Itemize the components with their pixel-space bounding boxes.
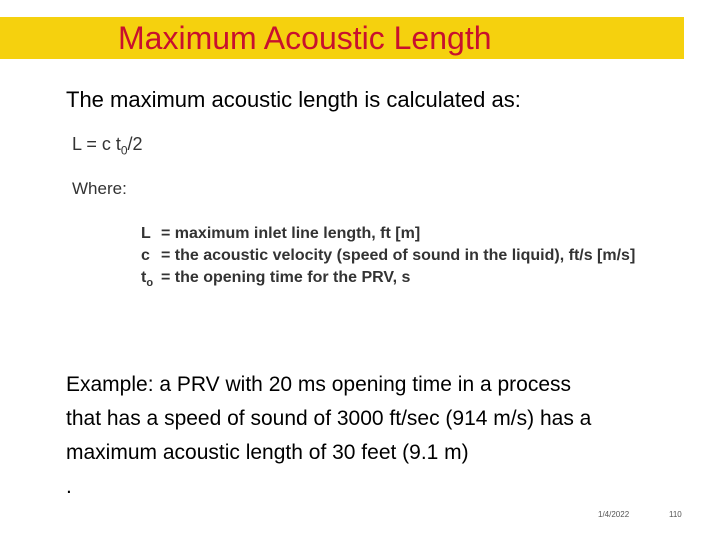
definition-symbol: $t_o$ (141, 269, 154, 290)
example-line: that has a speed of sound of 3000 ft/sec (914 m/s) has a (66, 407, 592, 430)
definition-text: = the acoustic velocity (speed of sound in the liquid), ft/s [m/s] (161, 247, 636, 264)
formula-lhs: L = c t (72, 134, 121, 154)
example-paragraph (66, 368, 696, 504)
intro-text: The maximum acoustic length is calculated as: (66, 87, 521, 112)
definition-symbol: L (141, 225, 151, 242)
formula-rhs: /2 (127, 134, 143, 154)
slide-title: Maximum Acoustic Length (118, 20, 492, 56)
definition-symbol: c (141, 247, 150, 264)
definition-length (141, 223, 635, 245)
definition-text: = maximum inlet line length, ft [m] (161, 225, 421, 242)
definitions-list (141, 223, 635, 289)
page-number: 110 (669, 510, 682, 519)
definition-opening-time (141, 267, 635, 289)
example-line: . (66, 475, 72, 498)
footer-date: 1/4/2022 (598, 510, 630, 519)
example-line: Example: a PRV with 20 ms opening time in a process (66, 373, 572, 396)
formula (72, 133, 143, 158)
where-label: Where: (72, 179, 127, 198)
definition-velocity (141, 245, 635, 267)
definition-text: = the opening time for the PRV, s (161, 269, 411, 286)
formula-subscript: 0 (120, 143, 128, 158)
example-line: maximum acoustic length of 30 feet (9.1 m) (66, 441, 469, 464)
